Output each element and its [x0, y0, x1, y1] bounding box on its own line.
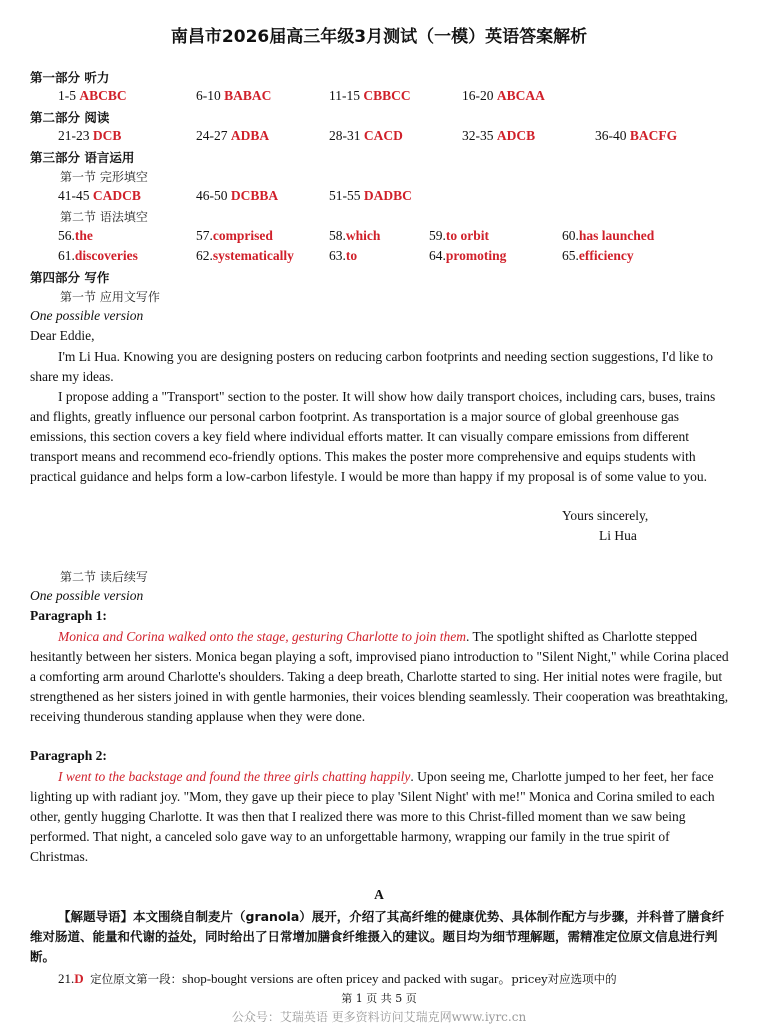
- answer-key: DCB: [92, 128, 122, 143]
- answer-key: promoting: [445, 248, 507, 263]
- answer-group: [196, 128, 269, 144]
- answer-key: ADBA: [230, 128, 270, 143]
- answer-range: 1-5: [58, 88, 80, 103]
- answer-group: [562, 248, 634, 264]
- answer-number: 57.: [196, 228, 213, 243]
- answer-group: [58, 88, 127, 104]
- answer-group: [196, 228, 273, 244]
- answer-group: [196, 188, 278, 204]
- answer-number: 58.: [329, 228, 346, 243]
- paragraph-text: . The spotlight shifted as Charlotte stepped hesitantly between her sisters. Monica began playing a soft, improvised piano introduction to "Silent Night," while Corina placed a comforting arm around Charlotte's shoulders. Taking a deep breath, Charlotte started to sing. Her initial notes were fragile, but strengthened as her sisters joined in with gentle harmonies, their voices blending seamlessly. Their cooperation was breathtaking, receiving thunderous standing applause when they were done.: [30, 629, 729, 724]
- footer-watermark: 公众号：艾瑞英语 更多资料访问艾瑞克网www.iyrc.cn: [231, 1010, 527, 1024]
- answer-key: to: [345, 248, 358, 263]
- answer-key: which: [345, 228, 381, 243]
- answer-key: BACFG: [629, 128, 678, 143]
- answer-key: CACD: [363, 128, 403, 143]
- answer-key: DCBBA: [230, 188, 279, 203]
- writing-subheading: 第一节 应用文写作: [60, 290, 160, 304]
- answer-number: 65.: [562, 248, 579, 263]
- reading-guide: 【解题导语】本文围绕自制麦片（granola）展开，介绍了其高纤维的健康优势、具体制作配方与步骤，并科普了膳食纤维对肠道、能量和代谢的益处，同时给出了日常增加膳食纤维摄入的建议。题目均为细节理解题，需精准定位原文信息进行判断。: [30, 909, 725, 964]
- letter-signature: Li Hua: [599, 528, 637, 543]
- part2-heading: 第二部分 阅读: [30, 110, 110, 125]
- story-paragraph: [30, 767, 730, 867]
- answer-range: 36-40: [595, 128, 630, 143]
- answer-group: [329, 228, 380, 244]
- explanation-quote: shop-bought versions are often pricey and packed with sugar。: [182, 971, 512, 986]
- continuation-subheading: 第二节 读后续写: [60, 570, 148, 584]
- version-label: One possible version: [30, 308, 144, 323]
- answer-key: CADCB: [92, 188, 141, 203]
- answer-range: 46-50: [196, 188, 231, 203]
- paragraph-text: . Upon seeing me, Charlotte jumped to her feet, her face lighting up with radiant joy. "Mom, they gave up their piece to play 'Silent Night' with me!" Monica and Corina smiled to each other, gently hugging Charlotte. It was then that I realized there was more to this Christ-filled moment than we saw being performed. That night, a canceled solo gave way to an unforgettable harmony, wrapping our family in the true spirit of Christmas.: [30, 769, 715, 864]
- answer-number: 63.: [329, 248, 346, 263]
- page-number: 第 1 页 共 5 页: [341, 992, 417, 1005]
- answer-range: 32-35: [462, 128, 497, 143]
- version-label: One possible version: [30, 588, 144, 603]
- answer-key: ABCBC: [79, 88, 127, 103]
- story-paragraph: [30, 627, 730, 727]
- answer-number: 59.: [429, 228, 446, 243]
- answer-group: [58, 228, 93, 244]
- answer-number: 56.: [58, 228, 75, 243]
- paragraph-label: Paragraph 2:: [30, 748, 107, 763]
- answer-key: systematically: [212, 248, 294, 263]
- paragraph-label: Paragraph 1:: [30, 608, 107, 623]
- answer-number: 62.: [196, 248, 213, 263]
- answer-group: [58, 248, 138, 264]
- answer-range: 51-55: [329, 188, 364, 203]
- answer-range: 21-23: [58, 128, 93, 143]
- answer-group: [329, 188, 412, 204]
- answer-key: discoveries: [74, 248, 138, 263]
- answer-group: [196, 88, 271, 104]
- answer-group: [329, 128, 403, 144]
- answer-key: to orbit: [445, 228, 489, 243]
- answer-range: 6-10: [196, 88, 225, 103]
- explanation-text: pricey对应选项中的: [511, 972, 617, 986]
- answer-range: 28-31: [329, 128, 364, 143]
- answer-key: ADCB: [496, 128, 536, 143]
- section-letter: A: [374, 887, 384, 902]
- answer-group: [462, 88, 545, 104]
- grammar-subheading: 第二节 语法填空: [60, 210, 148, 224]
- answer-key: BABAC: [224, 88, 272, 103]
- answer-range: 24-27: [196, 128, 231, 143]
- answer-number: 61.: [58, 248, 75, 263]
- part4-heading: 第四部分 写作: [30, 270, 110, 285]
- answer-range: 16-20: [462, 88, 497, 103]
- letter-paragraph: I propose adding a "Transport" section to the poster. It will show how daily transport choices, including cars, buses, trains and flights, greatly influence our personal carbon footprint. As transportation is a major source of global greenhouse gas emissions, this section covers a key field where individual efforts matter. It can visually compare emissions from different transport means and recommend eco-friendly options. This makes the poster more comprehensive and equips students with practical guidance and helps form a low-carbon lifestyle. I would be more than happy if my proposal is of some value to you.: [30, 389, 716, 484]
- answer-key: has launched: [578, 228, 655, 243]
- answer-key: ABCAA: [496, 88, 545, 103]
- answer-number: 60.: [562, 228, 579, 243]
- answer-number: 64.: [429, 248, 446, 263]
- answer-group: [58, 188, 141, 204]
- answer-group: [462, 128, 535, 144]
- answer-group: [595, 128, 677, 144]
- answer-key: the: [74, 228, 93, 243]
- part3-heading: 第三部分 语言运用: [30, 150, 135, 165]
- answer-range: 11-15: [329, 88, 364, 103]
- answer-key: comprised: [212, 228, 273, 243]
- given-opening-sentence: Monica and Corina walked onto the stage, gesturing Charlotte to join them: [58, 629, 466, 644]
- answer-group: [329, 248, 357, 264]
- part1-heading: 第一部分 听力: [30, 70, 110, 85]
- salutation: Dear Eddie,: [30, 328, 95, 343]
- answer-group: [429, 228, 489, 244]
- answer-group: [429, 248, 506, 264]
- answer-key: CBBCC: [363, 88, 411, 103]
- question-number: 21.: [58, 971, 75, 986]
- answer-key: efficiency: [578, 248, 634, 263]
- answer-key: DADBC: [363, 188, 412, 203]
- question-answer: D: [74, 971, 84, 986]
- answer-group: [562, 228, 654, 244]
- letter-closing: Yours sincerely,: [562, 508, 649, 523]
- given-opening-sentence: I went to the backstage and found the three girls chatting happily: [58, 769, 411, 784]
- page-title: 南昌市2026届高三年级3月测试（一模）英语答案解析: [170, 27, 588, 47]
- question-explanation: [58, 968, 617, 987]
- answer-group: [196, 248, 294, 264]
- answer-group: [58, 128, 121, 144]
- answer-group: [329, 88, 411, 104]
- explanation-text: 定位原文第一段：: [90, 972, 183, 986]
- cloze-subheading: 第一节 完形填空: [60, 170, 148, 184]
- letter-paragraph: I'm Li Hua. Knowing you are designing posters on reducing carbon footprints and needing section suggestions, I'd like to share my ideas.: [30, 349, 713, 384]
- answer-range: 41-45: [58, 188, 93, 203]
